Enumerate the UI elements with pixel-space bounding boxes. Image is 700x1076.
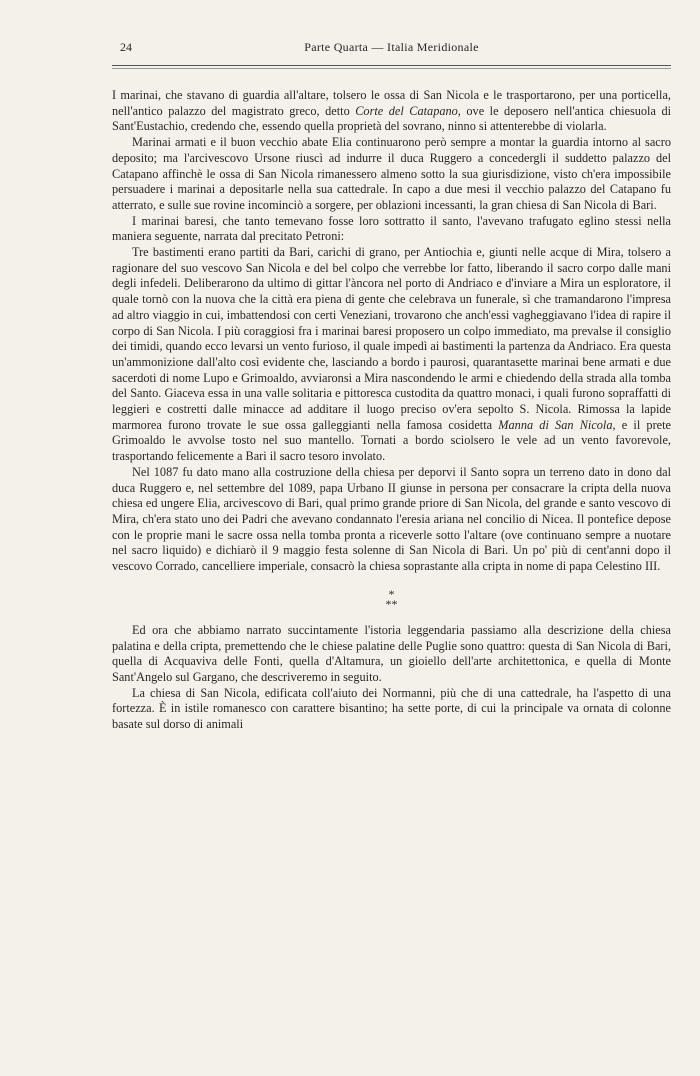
paragraph-4: Tre bastimenti erano partiti da Bari, carichi di grano, per Antiochia e, giunti nelle acque di Mira, tolsero a ragionare del suo vescovo San Nicola e del bel colpo che verrebbe lor fatto, liberando il sacro corpo dalle mani degli infedeli. Deliberarono da ultimo di gittar l'àncora nel porto di Andriaco e d'inviare a Mira un esploratore, il quale tornò con la nuova che la città era piena di gente che celebrava un funerale, sì che tramandarono l'impresa ad altro viaggio in cui, imbattendosi con certi Veneziani, trovarono che anch'essi vagheggiavano l'idea di rapire il corpo di San Nicola. I più coraggiosi fra i marinai baresi proposero un colpo immediato, ma prevalse il consiglio dei timidi, quando ecco levarsi un vento furioso, il quale impedì ai bastimenti la partenza da Andriaco. Era questa un'ammonizione dall'alto così evidente che, lasciando a bordo i paurosi, quarantasette marinai bene armati e due sacerdoti di nome Lupo e Grimoaldo, avviaronsi a Mira nascondendo le armi e chiedendo della strada alla tomba del Santo. Giaceva essa in una valle solitaria e pittoresca custodita da quattro monaci, i quali furono sopraffatti di leggieri e costretti dalle minacce ad additare il luogo preciso ov'era sepolto S. Nicola. Rimossa la lapide marmorea furono trovate le sue ossa galleggianti nella famosa cosidetta Manna di San Nicola, e il prete Grimoaldo le avvolse tosto nel suo mantello. Tornati a bordo sciolsero le vele ad un vento favorevole, trasportando felicemente a Bari il sacro tesoro involato. <box>112 245 671 464</box>
paragraph-2: Marinai armati e il buon vecchio abate Elia continuarono però sempre a montar la guardia intorno al sacro deposito; ma l'arcivescovo Ursone riuscì ad indurre il duca Ruggero a concedergli il suddetto palazzo del Catapano affinchè le ossa di San Nicola rimanessero almeno sotto la sua giurisdizione, visto ch'era impossibile persuadere i marinai a depositarle nella sua cattedrale. In capo a due mesi il vecchio palazzo del Catapano fu atterrato, e sulle sue rovine incominciò a sorgere, per oblazioni incessanti, la gran chiesa di San Nicola di Bari. <box>112 135 671 212</box>
header-rule <box>112 65 671 66</box>
paragraph-1: I marinai, che stavano di guardia all'altare, tolsero le ossa di San Nicola e le trasportarono, per una porticella, nell'antico palazzo del magistrato greco, detto Corte del Catapano, ove le deposero nell'antica chiesuola di Sant'Eustachio, credendo che, essendo quella proprietà del sovrano, ninno si attenterebbe di violarla. <box>112 88 672 134</box>
page-header <box>112 40 671 60</box>
paragraph-5: Nel 1087 fu dato mano alla costruzione della chiesa per deporvi il Santo sopra un terreno dato in dono dal duca Ruggero e, nel settembre del 1089, papa Urbano II giunse in persona per consacrare la cripta della nuova chiesa ed ungere Elia, arcivescovo di Bari, qual primo grande priore di San Nicola, del grande e santo vescovo di Mira, ch'era stato uno dei Padri che avevano condannato l'eresia ariana nel concilio di Nicea. Il pontefice depose con le proprie mani le sacre ossa nella tomba pronta a riceverle sotto l'altare (ove continuano sempre a nuotare nel sacro liquido) e dichiarò il 9 maggio festa solenne di San Nicola di Bari. Un po' più di cent'anni dopo il vescovo Corrado, cancelliere imperiale, consacrò la chiesa soprastante alla cripta in nome di papa Celestino III. <box>112 464 671 574</box>
section-separator: * ** <box>385 586 398 611</box>
running-title: Parte Quarta — Italia Meridionale <box>304 40 479 54</box>
paragraph-6: Ed ora che abbiamo narrato succintamente l'istoria leggendaria passiamo alla descrizione della chiesa palatina e della cripta, premettendo che le chiese palatine delle Puglie sono quattro: questa di San Nicola di Bari, quella di Acquaviva delle Fonti, quella d'Altamura, un gioiello dell'arte architettonica, e quella di Monte Sant'Angelo sul Gargano, che descriveremo in seguito. <box>112 622 671 684</box>
body-text <box>112 88 671 733</box>
header-rule-thin <box>112 68 671 69</box>
paragraph-3: I marinai baresi, che tanto temevano fosse loro sottratto il santo, l'avevano trafugato eglino stessi nella maniera seguente, narrata dal precitato Petroni: <box>112 213 671 244</box>
page-number: 24 <box>120 40 132 54</box>
paragraph-7: La chiesa di San Nicola, edificata coll'aiuto dei Normanni, più che di una cattedrale, ha l'aspetto di una fortezza. È in istile romanesco con carattere bisantino; ha sette porte, di cui la principale va ornata di colonne basate sul dorso di animali <box>112 685 671 732</box>
